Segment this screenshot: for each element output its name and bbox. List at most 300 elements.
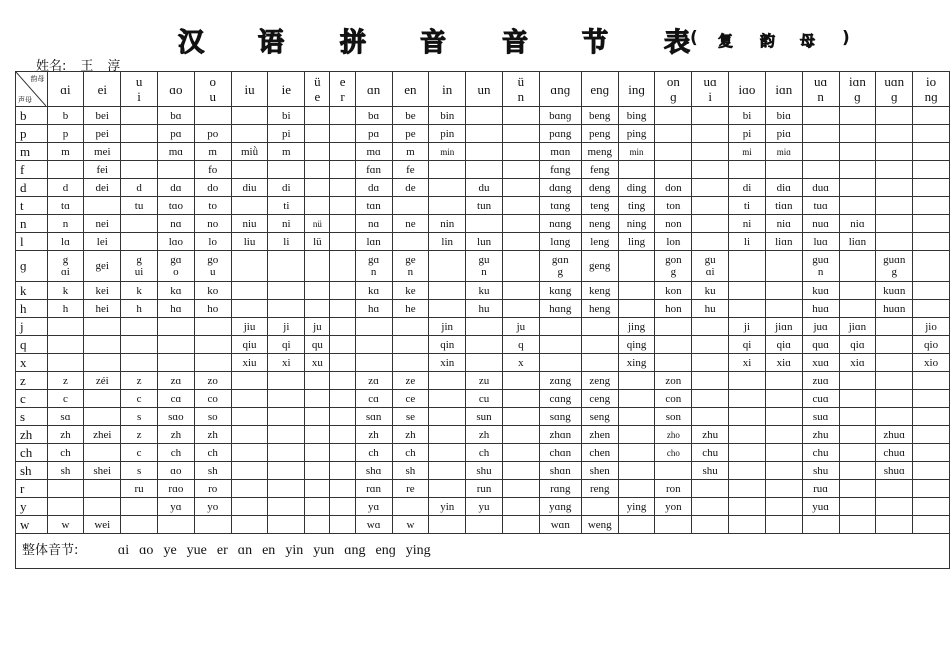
syllable-cell: liɑn	[765, 233, 802, 251]
whole-syllables	[16, 534, 950, 569]
syllable-cell: z	[121, 372, 158, 390]
syllable-cell	[765, 390, 802, 408]
syllable-cell: w	[392, 516, 429, 534]
syllable-cell	[268, 498, 305, 516]
title-char: 节	[582, 28, 609, 58]
syllable-cell	[839, 125, 876, 143]
syllable-cell	[765, 444, 802, 462]
syllable-cell	[876, 143, 913, 161]
syllable-cell: ti	[729, 197, 766, 215]
syllable-cell: min	[618, 143, 655, 161]
syllable-cell	[268, 372, 305, 390]
syllable-cell	[802, 107, 839, 125]
syllable-cell	[355, 318, 392, 336]
syllable-cell	[355, 336, 392, 354]
syllable-cell: zh	[392, 426, 429, 444]
syllable-cell: zo	[194, 372, 231, 390]
syllable-cell	[839, 300, 876, 318]
syllable-cell: di	[729, 179, 766, 197]
syllable-cell: non	[655, 215, 692, 233]
syllable-cell	[692, 143, 729, 161]
syllable-cell	[268, 516, 305, 534]
syllable-cell	[392, 233, 429, 251]
syllable-part: g	[557, 266, 564, 278]
syllable-cell	[729, 516, 766, 534]
syllable-cell: chen	[581, 444, 618, 462]
syllable-cell: feng	[581, 161, 618, 179]
syllable-cell	[121, 143, 158, 161]
syllable-cell: so	[194, 408, 231, 426]
syllable-cell	[581, 498, 618, 516]
syllable-cell: tɑo	[157, 197, 194, 215]
syllable-cell	[502, 233, 539, 251]
syllable-cell	[539, 251, 581, 282]
syllable-cell: sɑng	[539, 408, 581, 426]
initial-cell: b	[16, 107, 48, 125]
syllable-cell: jiɑn	[839, 318, 876, 336]
syllable-cell	[765, 282, 802, 300]
syllable-cell: ton	[655, 197, 692, 215]
syllable-cell: kɑ	[355, 282, 392, 300]
syllable-cell	[876, 107, 913, 125]
syllable-cell	[305, 372, 330, 390]
final-header	[839, 72, 876, 107]
syllable-cell: juɑ	[802, 318, 839, 336]
syllable-cell	[231, 282, 268, 300]
syllable-cell: nuɑ	[802, 215, 839, 233]
title-paren-open: (	[690, 28, 698, 48]
syllable-cell: shei	[84, 462, 121, 480]
syllable-cell	[502, 251, 539, 282]
table-row	[16, 251, 950, 282]
syllable-cell	[305, 426, 330, 444]
final-header-part: nɡ	[924, 89, 938, 104]
syllable-cell: sɑn	[355, 408, 392, 426]
syllable-cell	[913, 408, 950, 426]
syllable-cell	[305, 462, 330, 480]
syllable-cell: yuɑ	[802, 498, 839, 516]
syllable-part: g	[670, 266, 677, 278]
syllable-cell	[618, 282, 655, 300]
syllable-cell	[913, 282, 950, 300]
syllable-cell: tuɑ	[802, 197, 839, 215]
syllable-cell	[157, 161, 194, 179]
syllable-cell	[581, 354, 618, 372]
syllable-cell	[692, 372, 729, 390]
syllable-cell: be	[392, 107, 429, 125]
syllable-cell: n	[47, 215, 84, 233]
syllable-cell	[729, 300, 766, 318]
syllable-cell	[692, 179, 729, 197]
syllable-cell	[330, 390, 355, 408]
syllable-cell: beng	[581, 107, 618, 125]
syllable-cell	[466, 125, 503, 143]
syllable-cell: fe	[392, 161, 429, 179]
syllable-cell: tɑn	[355, 197, 392, 215]
final-header-part: io	[926, 74, 937, 89]
syllable-cell: nei	[84, 215, 121, 233]
table-row	[16, 498, 950, 516]
syllable-cell: nɑng	[539, 215, 581, 233]
syllable-cell	[466, 215, 503, 233]
syllable-cell	[194, 251, 231, 282]
syllable-cell: dɑng	[539, 179, 581, 197]
final-header-part: uɑ	[703, 74, 717, 89]
syllable-cell: m	[392, 143, 429, 161]
syllable-cell	[692, 390, 729, 408]
syllable-cell: ju	[305, 318, 330, 336]
syllable-cell	[913, 179, 950, 197]
syllable-cell	[876, 354, 913, 372]
initial-cell: m	[16, 143, 48, 161]
title-sub-char: 母	[800, 32, 816, 50]
syllable-cell: ling	[618, 233, 655, 251]
syllable-cell: suɑ	[802, 408, 839, 426]
syllable-cell	[618, 444, 655, 462]
initial-cell: k	[16, 282, 48, 300]
syllable-cell: qi	[268, 336, 305, 354]
syllable-cell: zhu	[692, 426, 729, 444]
syllable-cell	[876, 197, 913, 215]
syllable-cell	[330, 516, 355, 534]
final-header: un	[466, 72, 503, 107]
title-char: 音	[420, 28, 447, 58]
syllable-cell: wei	[84, 516, 121, 534]
syllable-cell	[502, 372, 539, 390]
initial-cell: t	[16, 197, 48, 215]
corner-initials-label: 声母	[18, 96, 32, 104]
syllable-cell: de	[392, 179, 429, 197]
syllable-cell: jin	[429, 318, 466, 336]
syllable-cell: ch	[355, 444, 392, 462]
syllable-cell: zh	[355, 426, 392, 444]
syllable-cell: ning	[618, 215, 655, 233]
syllable-part: n	[481, 266, 487, 278]
syllable-cell: z	[121, 426, 158, 444]
syllable-cell: ying	[618, 498, 655, 516]
syllable-cell	[913, 107, 950, 125]
syllable-cell	[330, 300, 355, 318]
final-header: ie	[268, 72, 305, 107]
initial-cell: sh	[16, 462, 48, 480]
syllable-cell: lei	[84, 233, 121, 251]
syllable-cell: ji	[729, 318, 766, 336]
syllable-cell	[121, 516, 158, 534]
syllable-cell	[655, 251, 692, 282]
syllable-cell	[876, 161, 913, 179]
syllable-cell	[618, 480, 655, 498]
final-header-part: n	[517, 89, 525, 104]
syllable-cell: niɑ	[839, 215, 876, 233]
syllable-cell: kɑng	[539, 282, 581, 300]
final-header-part: n	[817, 89, 824, 104]
syllable-cell	[502, 462, 539, 480]
syllable-cell: dei	[84, 179, 121, 197]
syllable-cell	[466, 107, 503, 125]
syllable-cell: do	[194, 179, 231, 197]
syllable-cell	[466, 161, 503, 179]
syllable-cell: pɑ	[157, 125, 194, 143]
syllable-cell	[876, 318, 913, 336]
whole-syllable: ɑn	[237, 543, 253, 558]
syllable-cell	[429, 390, 466, 408]
syllable-cell: zuɑ	[802, 372, 839, 390]
syllable-cell	[231, 498, 268, 516]
final-header	[913, 72, 950, 107]
syllable-cell	[305, 498, 330, 516]
syllable-cell	[121, 336, 158, 354]
syllable-cell	[429, 282, 466, 300]
table-row	[16, 390, 950, 408]
title-char: 拼	[340, 28, 367, 58]
syllable-cell: sɑ	[47, 408, 84, 426]
syllable-cell: kuɑ	[802, 282, 839, 300]
syllable-cell	[305, 480, 330, 498]
syllable-cell	[330, 444, 355, 462]
syllable-cell	[839, 498, 876, 516]
syllable-cell	[655, 336, 692, 354]
syllable-cell	[47, 354, 84, 372]
syllable-cell: yu	[466, 498, 503, 516]
syllable-cell: d	[47, 179, 84, 197]
syllable-cell: pi	[729, 125, 766, 143]
syllable-cell	[502, 516, 539, 534]
syllable-cell: wɑ	[355, 516, 392, 534]
syllable-cell	[692, 516, 729, 534]
final-header-part: u	[209, 89, 216, 104]
syllable-cell: mɑ	[157, 143, 194, 161]
initial-cell: q	[16, 336, 48, 354]
syllable-cell: ding	[618, 179, 655, 197]
whole-syllable: yun	[313, 543, 335, 558]
syllable-cell: cɑ	[157, 390, 194, 408]
initial-cell: f	[16, 161, 48, 179]
syllable-cell	[84, 480, 121, 498]
syllable-cell	[581, 336, 618, 354]
final-header: ɑnɡ	[539, 72, 581, 107]
syllable-cell	[305, 197, 330, 215]
syllable-cell	[392, 336, 429, 354]
syllable-cell	[876, 215, 913, 233]
syllable-cell	[692, 354, 729, 372]
syllable-cell	[305, 107, 330, 125]
syllable-cell	[692, 480, 729, 498]
syllable-cell	[913, 215, 950, 233]
final-header-part: iɑn	[848, 74, 866, 89]
syllable-cell: sh	[194, 462, 231, 480]
final-header-part: o	[209, 74, 216, 89]
syllable-cell: cu	[466, 390, 503, 408]
syllable-part: guɑ	[812, 254, 829, 266]
syllable-cell	[84, 390, 121, 408]
syllable-cell	[502, 107, 539, 125]
syllable-cell: ji	[268, 318, 305, 336]
syllable-cell	[802, 161, 839, 179]
table-row	[16, 125, 950, 143]
syllable-cell: zhu	[802, 426, 839, 444]
syllable-cell	[157, 354, 194, 372]
syllable-cell	[913, 161, 950, 179]
syllable-cell	[729, 390, 766, 408]
table-row	[16, 408, 950, 426]
final-header-part: i	[708, 89, 712, 104]
syllable-cell: ti	[268, 197, 305, 215]
syllable-cell: h	[121, 300, 158, 318]
final-header: in	[429, 72, 466, 107]
syllable-cell: huɑ	[802, 300, 839, 318]
syllable-cell	[765, 480, 802, 498]
table-row	[16, 143, 950, 161]
syllable-cell	[692, 233, 729, 251]
syllable-cell	[429, 372, 466, 390]
syllable-cell	[839, 462, 876, 480]
syllable-cell: lo	[194, 233, 231, 251]
syllable-cell: fei	[84, 161, 121, 179]
syllable-cell: zéi	[84, 372, 121, 390]
syllable-cell	[765, 462, 802, 480]
syllable-cell: zhei	[84, 426, 121, 444]
syllable-cell: mi	[729, 143, 766, 161]
syllable-cell: k	[121, 282, 158, 300]
syllable-cell	[618, 462, 655, 480]
syllable-cell: ɑo	[157, 462, 194, 480]
syllable-cell	[502, 125, 539, 143]
syllable-cell: pɑng	[539, 125, 581, 143]
final-header: iɑo	[729, 72, 766, 107]
syllable-cell: huɑn	[876, 300, 913, 318]
syllable-cell: jing	[618, 318, 655, 336]
table-row	[16, 282, 950, 300]
whole-syllable: enɡ	[375, 543, 396, 558]
syllable-cell: rɑn	[355, 480, 392, 498]
syllable-cell	[121, 251, 158, 282]
syllable-part: u	[209, 266, 216, 278]
title-sub-char: 韵	[760, 32, 776, 50]
syllable-cell	[330, 251, 355, 282]
syllable-cell: luɑ	[802, 233, 839, 251]
syllable-cell	[231, 462, 268, 480]
final-header	[876, 72, 913, 107]
initial-cell: d	[16, 179, 48, 197]
syllable-cell	[839, 372, 876, 390]
syllable-cell	[913, 444, 950, 462]
syllable-cell	[305, 516, 330, 534]
syllable-cell: m	[268, 143, 305, 161]
syllable-cell	[466, 354, 503, 372]
syllable-cell	[839, 143, 876, 161]
syllable-cell: shuɑ	[876, 462, 913, 480]
syllable-cell	[268, 408, 305, 426]
syllable-cell	[618, 300, 655, 318]
syllable-cell	[655, 107, 692, 125]
name-family: 淳	[107, 59, 121, 74]
syllable-cell	[802, 143, 839, 161]
syllable-cell: zho	[655, 426, 692, 444]
syllable-cell: niu	[231, 215, 268, 233]
syllable-cell	[839, 480, 876, 498]
syllable-cell: c	[47, 390, 84, 408]
table-row	[16, 318, 950, 336]
syllable-cell: zɑ	[355, 372, 392, 390]
syllable-cell	[466, 143, 503, 161]
final-header: enɡ	[581, 72, 618, 107]
syllable-cell	[121, 125, 158, 143]
syllable-cell	[355, 354, 392, 372]
title-char: 音	[502, 28, 529, 58]
syllable-cell: yon	[655, 498, 692, 516]
syllable-cell: mei	[84, 143, 121, 161]
final-header	[655, 72, 692, 107]
syllable-cell	[231, 251, 268, 282]
syllable-cell	[268, 426, 305, 444]
syllable-cell: gei	[84, 251, 121, 282]
syllable-cell	[392, 251, 429, 282]
syllable-cell: shu	[802, 462, 839, 480]
syllable-cell	[157, 251, 194, 282]
syllable-cell: lɑn	[355, 233, 392, 251]
syllable-cell	[330, 179, 355, 197]
syllable-cell: xi	[729, 354, 766, 372]
syllable-cell	[429, 408, 466, 426]
final-header: ei	[84, 72, 121, 107]
syllable-cell: rɑng	[539, 480, 581, 498]
syllable-cell: cho	[655, 444, 692, 462]
syllable-cell: ceng	[581, 390, 618, 408]
syllable-cell	[305, 179, 330, 197]
final-header-part: r	[340, 89, 345, 104]
table-row	[16, 372, 950, 390]
corner-cell	[16, 72, 48, 107]
syllable-cell: lɑo	[157, 233, 194, 251]
syllable-cell: shɑ	[355, 462, 392, 480]
syllable-cell	[305, 300, 330, 318]
syllable-cell: tɑng	[539, 197, 581, 215]
syllable-cell	[429, 179, 466, 197]
syllable-cell: he	[392, 300, 429, 318]
syllable-cell: kuɑn	[876, 282, 913, 300]
syllable-cell: chɑn	[539, 444, 581, 462]
syllable-cell	[692, 161, 729, 179]
final-header-part: i	[137, 89, 141, 104]
syllable-cell	[692, 251, 729, 282]
syllable-cell: dɑ	[355, 179, 392, 197]
syllable-cell	[729, 282, 766, 300]
syllable-cell: ko	[194, 282, 231, 300]
final-header	[330, 72, 355, 107]
syllable-cell: zh	[47, 426, 84, 444]
whole-syllable: yue	[186, 543, 207, 558]
initial-cell: j	[16, 318, 48, 336]
syllable-cell: ni	[729, 215, 766, 233]
initial-cell: c	[16, 390, 48, 408]
syllable-cell	[913, 516, 950, 534]
syllable-cell	[729, 161, 766, 179]
syllable-cell: don	[655, 179, 692, 197]
syllable-cell	[121, 354, 158, 372]
syllable-cell	[502, 197, 539, 215]
syllable-cell	[618, 516, 655, 534]
syllable-cell	[839, 408, 876, 426]
syllable-cell	[618, 408, 655, 426]
syllable-cell	[330, 426, 355, 444]
syllable-cell	[330, 336, 355, 354]
syllable-cell	[47, 251, 84, 282]
syllable-cell: tɑ	[47, 197, 84, 215]
syllable-part: gu	[704, 254, 716, 266]
syllable-cell	[876, 372, 913, 390]
table-row	[16, 179, 950, 197]
syllable-cell: p	[47, 125, 84, 143]
